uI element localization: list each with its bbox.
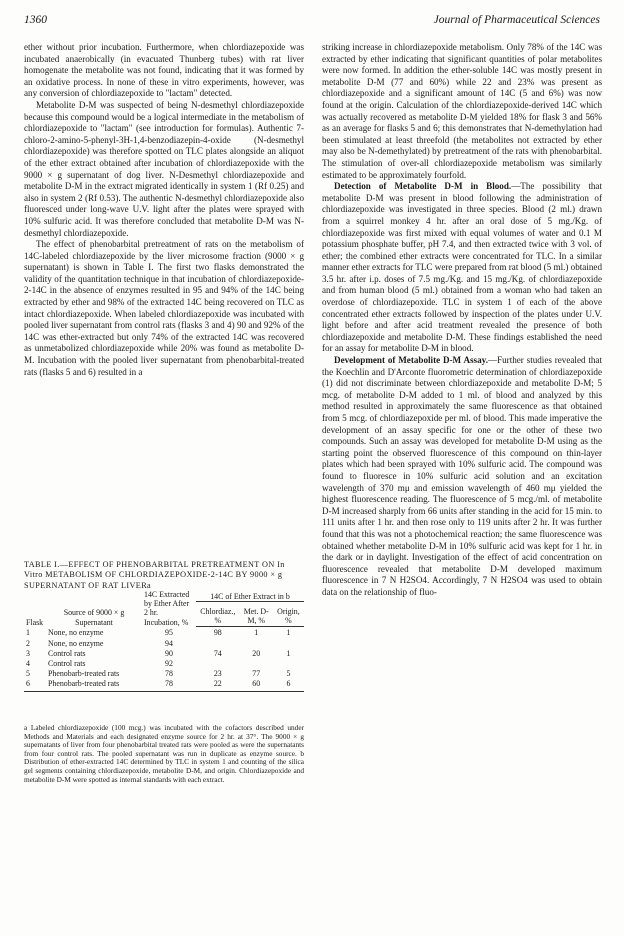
left-column <box>24 42 304 378</box>
cell-source: Phenobarb-treated rats <box>46 678 142 691</box>
cell-chlor: 98 <box>213 628 222 638</box>
cell-chlor: 23 <box>213 669 222 679</box>
cell-met: 77 <box>252 669 261 679</box>
column-header: Source of 9000 × g Supernatant <box>63 608 125 627</box>
table-row <box>24 658 304 668</box>
cell-flask: 3 <box>26 648 30 658</box>
cell-extracted: 90 <box>165 648 173 658</box>
data-table <box>24 590 304 692</box>
table-row <box>24 627 304 638</box>
table-row <box>24 668 304 678</box>
table-footnote: a Labeled chlordiazepoxide (100 mcg.) was incubated with the cofactors described under Methods and Materials and each designated enzyme source for 2 hr. at 37°. The 9000 × g supernatants of liver from four phenobarbital treated rats were pooled as were the supernatants from four control rats. The pooled supernatant was run in duplicate as enzyme source. b Distribution of ether-extracted 14C determined by TLC in system 1 and counting of the silica gel segments containing chlordiazepoxide, metabolite D-M, and origin. Chlordiazepoxide and metabolite D-M were spotted as internal standards with each extract. <box>24 723 304 784</box>
cell-chlor: 22 <box>196 678 240 691</box>
column-group-header: 14C of Ether Extract in b <box>196 590 304 602</box>
table-row <box>24 638 304 648</box>
right-column <box>322 42 602 599</box>
column-header: Chlordiaz., % <box>196 602 240 627</box>
cell-extracted: 78 <box>165 669 173 679</box>
cell-flask: 1 <box>26 628 30 638</box>
cell-chlor: 74 <box>213 648 222 658</box>
cell-chlor <box>196 658 240 668</box>
paragraph: ether without prior incubation. Furthermore, when chlordiazepoxide was incubated anaerobically (in evacuated Thunberg tubes) with rat liver homogenate the metabolite was not found, indicating that it was formed by an oxidative process. In none of these in vitro experiments, however, was any conversion of chlordiazepoxide to "lactam" detected. <box>24 42 304 99</box>
cell-origin <box>273 658 304 668</box>
section-heading: Detection of Metabolite D-M in Blood. <box>334 181 512 192</box>
cell-flask: 2 <box>26 638 30 648</box>
column-header: 14C Extracted by Ether After 2 hr. Incubation, % <box>144 590 190 627</box>
cell-extracted: 78 <box>142 678 196 691</box>
cell-source: None, no enzyme <box>48 638 104 648</box>
cell-source: None, no enzyme <box>48 628 104 638</box>
cell-met: 1 <box>254 628 259 638</box>
section-heading: Development of Metabolite D-M Assay. <box>334 355 488 366</box>
table-row <box>24 678 304 691</box>
cell-source: Control rats <box>48 648 86 658</box>
paragraph: Metabolite D-M was suspected of being N-desmethyl chlordiazepoxide because this compound would be a logical intermediate in the metabolism of chlordiazepoxide to "lactam" (see introduction for formulas). Authentic 7-chloro-2-amino-5-phenyl-3H-1,4-benzodiazepin-4-oxide (N-desmethyl chlordiazepoxide) was therefore spotted on TLC plates alongside an aliquot of the ether extract obtained after incubation of chlordiazepoxide with the 9000 × g supernatant of dog liver. N-Desmethyl chlordiazepoxide and metabolite D-M in the extract migrated identically in system 1 (Rf 0.25) and also in system 2 (Rf 0.53). The authentic N-desmethyl chlordiazepoxide also fluoresced under long-wave U.V. light after the plates were sprayed with 10% sulfuric acid. It was therefore concluded that metabolite D-M was N-desmethyl chlordiazepoxide. <box>24 99 304 238</box>
column-header: Met. D-M, % <box>240 602 273 627</box>
paragraph: striking increase in chlordiazepoxide metabolism. Only 78% of the 14C was extracted by ether indicating that significant quantities of polar metabolites were now formed. In addition the ether-soluble 14C was mostly present in metabolite D-M (77 and 60%) while 22 and 23% was present as chlordiazepoxide and a significant amount of 14C (5 and 6%) was now found at the origin. Calculation of the chlordiazepoxide-derived 14C which was actually recovered as metabolite D-M yielded 18% for flask 3 and 56% as an average for flasks 5 and 6; this demonstrates that N-demethylation had been stimulated at least threefold (the metabolites not extracted by ether may also be N-demethylated) by pretreatment of the rats with phenobarbital. The stimulation of over-all chlordiazepoxide metabolism was similarly estimated to be approximately fourfold. <box>322 42 602 180</box>
cell-flask: 4 <box>26 658 30 668</box>
cell-flask: 5 <box>26 669 30 679</box>
journal-title: Journal of Pharmaceutical Sciences <box>433 14 600 26</box>
page-number: 1360 <box>24 14 47 26</box>
cell-extracted: 94 <box>165 638 173 648</box>
cell-origin: 6 <box>273 678 304 691</box>
cell-origin: 1 <box>286 628 291 638</box>
cell-met <box>240 658 273 668</box>
cell-source: Phenobarb-treated rats <box>48 669 120 679</box>
cell-extracted: 92 <box>165 658 173 668</box>
cell-origin <box>273 638 304 648</box>
column-header: Origin, % <box>273 602 304 627</box>
cell-met: 60 <box>240 678 273 691</box>
paragraph: —The possibility that metabolite D-M was present in blood following the administration of chlordiazepoxide was investigated in three species. Blood (2 ml.) drawn from a squirrel monkey 4 hr. after an oral dose of 5 mg./Kg. of chlordiazepoxide was first mixed with equal volumes of water and 0.1 M potassium phosphate buffer, pH 7.4, and then extracted twice with 3 vol. of ether; the combined ether extracts were concentrated for TLC. In a similar manner ether extracts for TLC were prepared from rat blood (5 ml.) obtained 3.5 hr. after i.p. doses of 7.5 mg./Kg. and 15 mg./Kg. of chlordiazepoxide and from human blood (5 ml.) obtained from a woman who had taken an overdose of chlordiazepoxide. TLC in system 1 of each of the above concentrated ether extracts followed by inspection of the plates under U.V. light before and after acid treatment revealed the presence of both chlordiazepoxide and metabolite D-M. These findings established the need for an assay for metabolite D-M in blood. <box>322 181 602 354</box>
cell-origin: 5 <box>286 669 291 679</box>
paragraph: —Further studies revealed that the Koechlin and D'Arconte fluorometric determination of chlordiazepoxide (1) did not discriminate between chlordiazepoxide and metabolite D-M; 5 mcg. of metabolite D-M added to 1 ml. of blood and analyzed by this method resulted in approximately the same fluorescence as that obtained from 5 mcg. of chlordiazepoxide per ml. of blood. This made imperative the development of an assay specific for one or the other of these two compounds. Such an assay was developed for metabolite D-M using as the starting point the observed fluorescence of this compound on thin-layer plates which had been sprayed with 10% sulfuric acid. The compound was found to fluoresce in 10% sulfuric acid solution and an excitation wavelength of 370 mμ and emission wavelength of 460 mμ yielded the highest fluorescence reading. The fluorescence of 5 mcg./ml. of metabolite D-M increased sharply from 66 units after standing in the acid for 15 min. to 111 units after 1 hr. and then rose only to 119 units after 2 hr. It was further found that this was not a photochemical reaction; the same fluorescence was obtained whether metabolite D-M in 10% sulfuric acid was kept for 1 hr. in the dark or in daylight. Investigation of the effect of acid concentration on fluorescence revealed that metabolite D-M developed maximum fluorescence in 7 N H2SO4. Accordingly, 7 N H2SO4 was used to obtain data on the relationship of fluo- <box>322 355 602 597</box>
table-row <box>24 648 304 658</box>
cell-source: Control rats <box>48 658 86 668</box>
cell-origin: 1 <box>286 648 291 658</box>
cell-met: 20 <box>252 648 261 658</box>
table-caption: TABLE I.—EFFECT OF PHENOBARBITAL PRETREATMENT ON In Vitro METABOLISM OF CHLORDIAZEPOXIDE-2-14C BY 9000 × g SUPERNATANT OF RAT LIVERa <box>24 560 285 590</box>
cell-extracted: 95 <box>165 628 173 638</box>
cell-chlor <box>196 638 240 648</box>
cell-met <box>240 638 273 648</box>
paragraph: The effect of phenobarbital pretreatment of rats on the metabolism of 14C-labeled chlordiazepoxide by the liver microsome fraction (9000 × g supernatant) is shown in Table I. The first two flasks demonstrated the validity of the quantitation technique in that incubation of chlordiazepoxide-2-14C in the absence of enzymes resulted in 95 and 94% of the 14C being extracted by ether and 98% of the extracted 14C being recovered on TLC as intact chlordiazepoxide. When labeled chlordiazepoxide was incubated with pooled liver supernatant from control rats (flasks 3 and 4) 90 and 92% of the 14C was ether-extracted but only 74% of the extracted 14C was recovered as unmetabolized chlordiazepoxide while 20% was found as metabolite D-M. Incubation with the pooled liver supernatant from phenobarbital-treated rats (flasks 5 and 6) resulted in a <box>24 239 304 377</box>
column-header: Flask <box>26 617 44 627</box>
running-header <box>24 14 600 30</box>
cell-flask: 6 <box>24 678 46 691</box>
